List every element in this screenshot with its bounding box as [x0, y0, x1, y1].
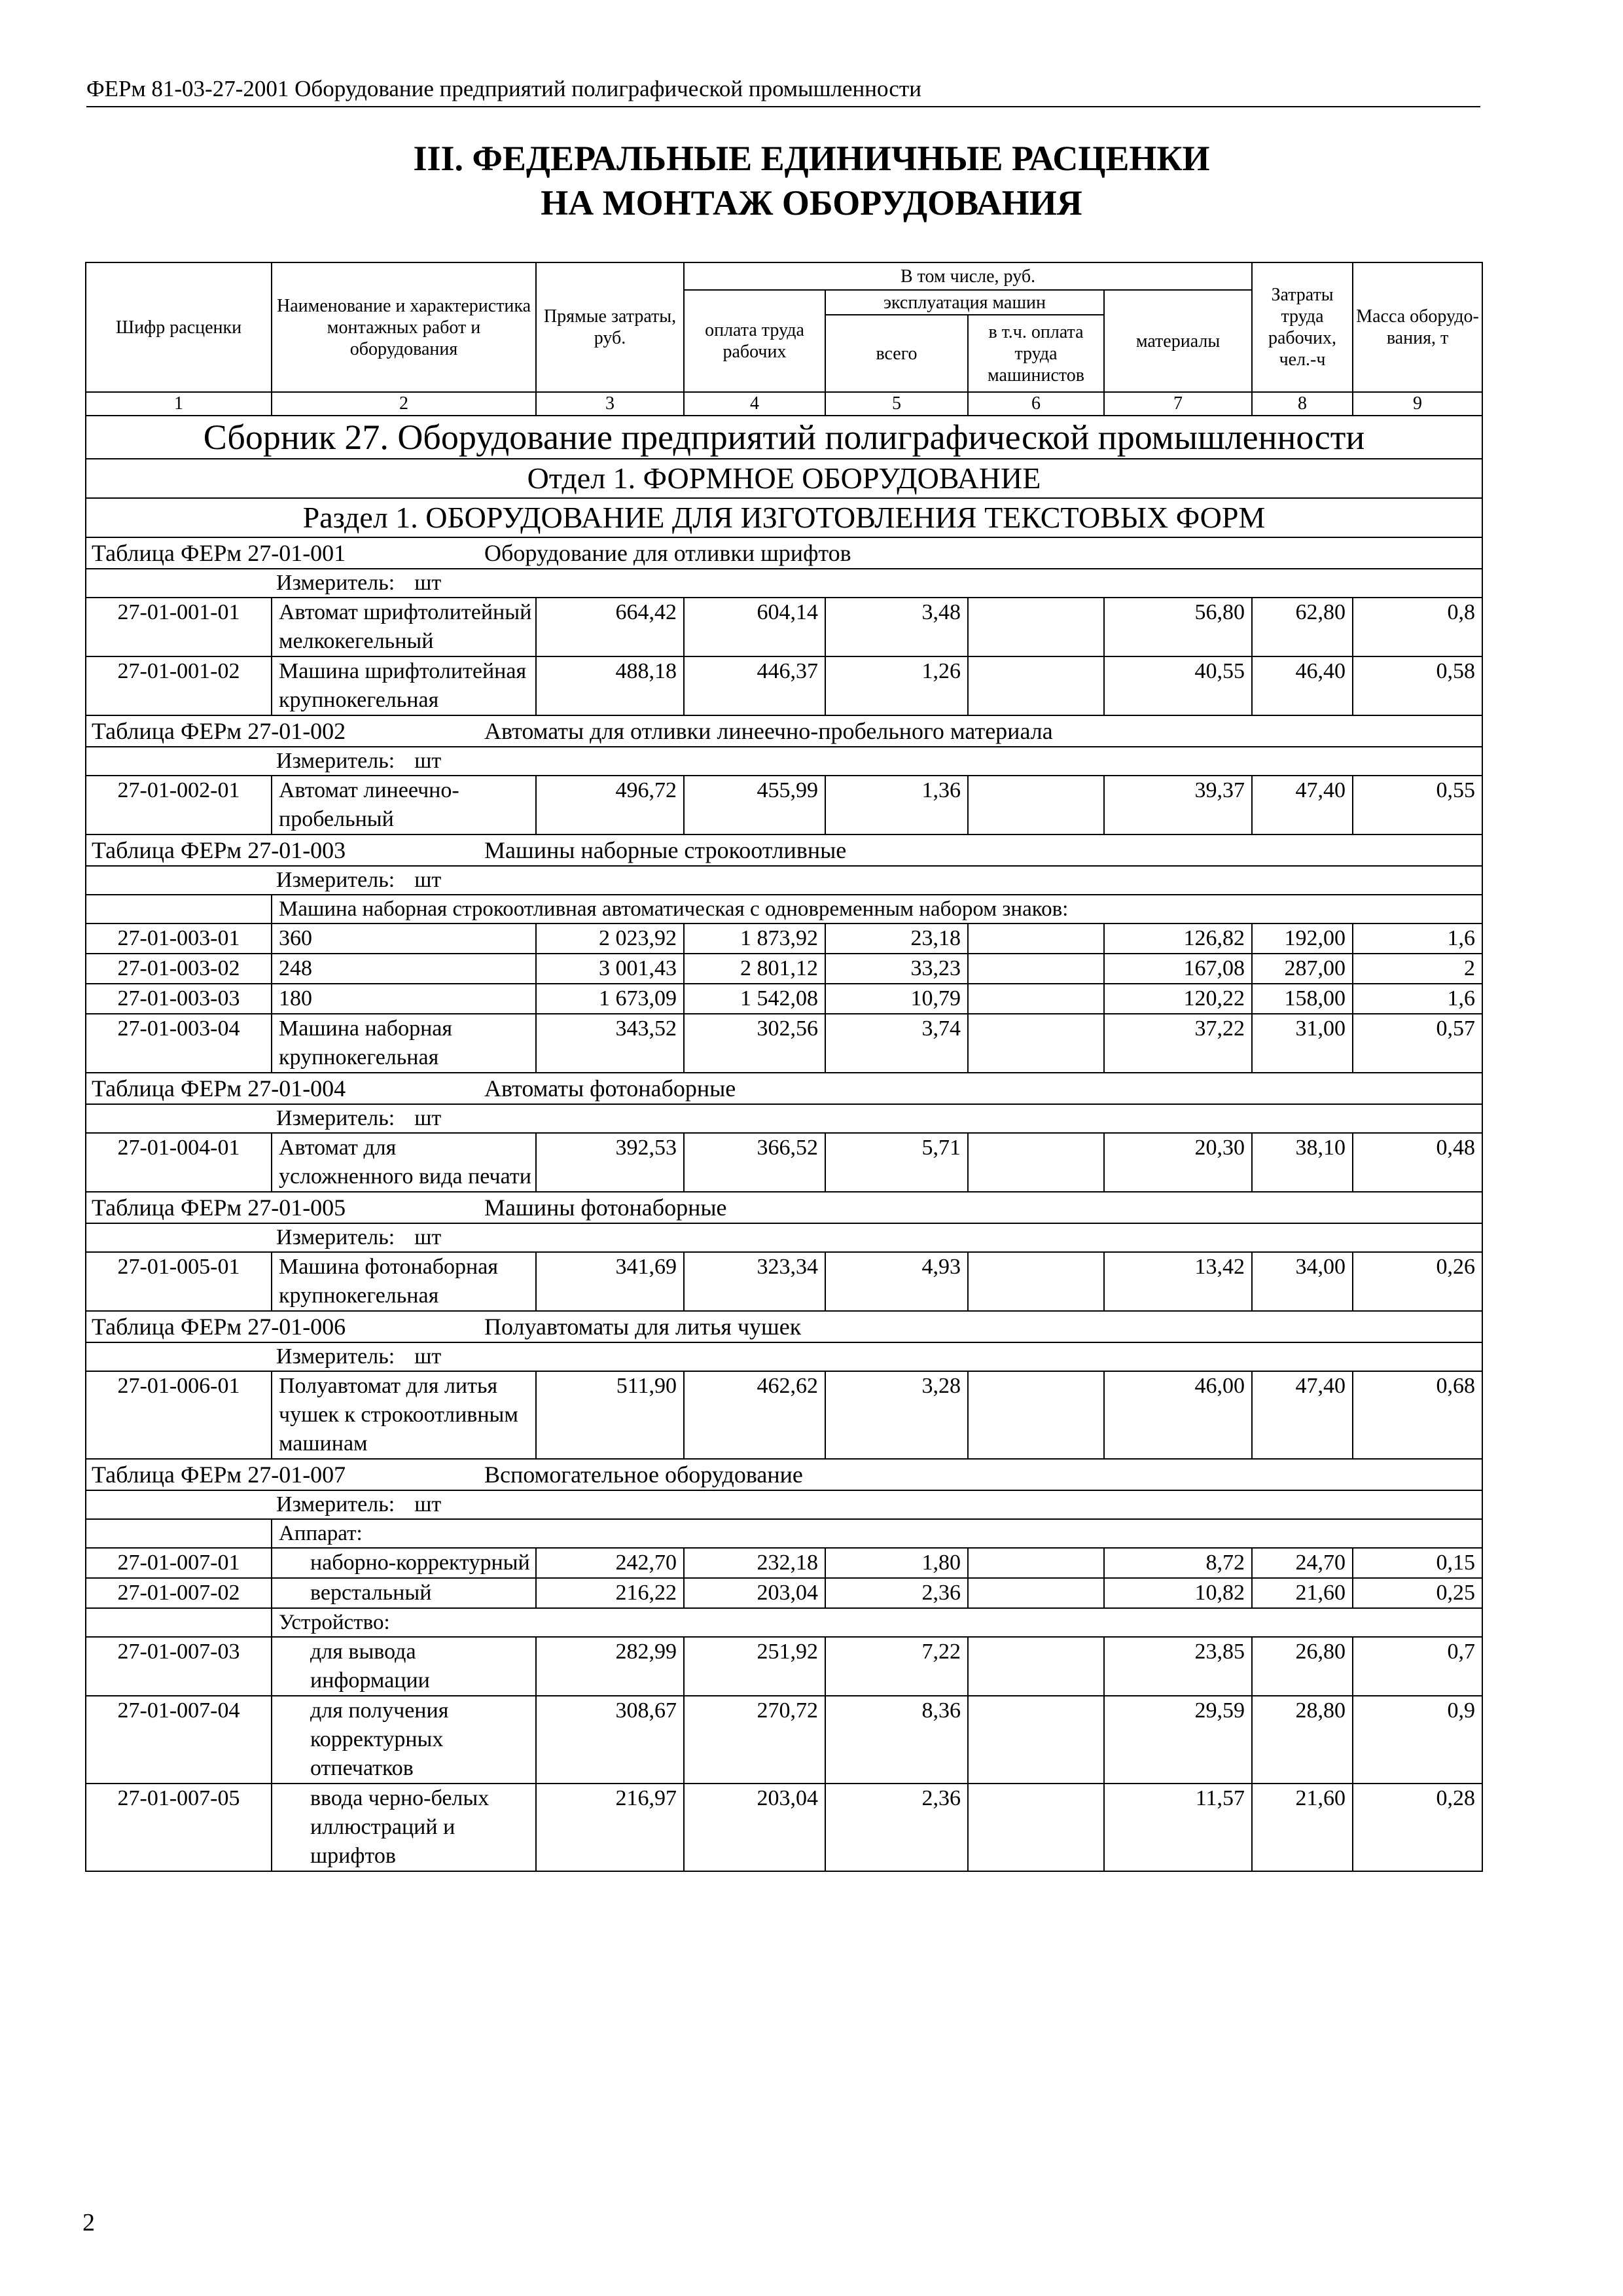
table-code: Таблица ФЕРм 27-01-003	[92, 837, 346, 863]
labor-pay: 1 873,92	[684, 924, 825, 954]
materials: 40,55	[1104, 656, 1252, 715]
table-code: Таблица ФЕРм 27-01-007	[92, 1462, 346, 1488]
machinists-pay	[968, 984, 1104, 1014]
equipment-mass: 0,15	[1353, 1548, 1482, 1578]
labor-costs: 21,60	[1252, 1784, 1353, 1871]
machinists-pay	[968, 656, 1104, 715]
measure-row	[86, 747, 1482, 776]
header-machines-total: всего	[825, 315, 968, 392]
column-number: 3	[536, 392, 684, 416]
collection-heading: Сборник 27. Оборудование предприятий полиграфической промышленности	[86, 416, 1482, 459]
measure-row	[86, 1104, 1482, 1133]
table-note: Машина наборная строкоотливная автоматическая с одновременным набором знаков:	[272, 895, 1482, 924]
machinists-pay	[968, 1784, 1104, 1871]
labor-costs: 31,00	[1252, 1014, 1353, 1073]
table-row	[86, 1696, 1482, 1784]
table-code: Таблица ФЕРм 27-01-005	[92, 1194, 346, 1221]
labor-costs: 158,00	[1252, 984, 1353, 1014]
materials: 39,37	[1104, 776, 1252, 834]
machinists-pay	[968, 598, 1104, 656]
table-title: Автоматы для отливки линеечно-пробельного материала	[484, 718, 1053, 744]
rates-table	[85, 262, 1483, 1872]
measure-row	[86, 569, 1482, 598]
direct-costs: 308,67	[536, 1696, 684, 1784]
machines-total: 7,22	[825, 1637, 968, 1696]
measure-row	[86, 1490, 1482, 1519]
measure-unit: шт	[414, 1492, 442, 1516]
machines-total: 23,18	[825, 924, 968, 954]
direct-costs: 1 673,09	[536, 984, 684, 1014]
machinists-pay	[968, 1548, 1104, 1578]
direct-costs: 216,22	[536, 1578, 684, 1608]
materials: 126,82	[1104, 924, 1252, 954]
labor-pay: 203,04	[684, 1784, 825, 1871]
rate-name: Автомат линеечно-пробельный	[272, 776, 536, 834]
rate-name: Машина фотонаборная крупнокегельная	[272, 1252, 536, 1311]
rate-code: 27-01-001-02	[86, 656, 272, 715]
direct-costs: 343,52	[536, 1014, 684, 1073]
direct-costs: 216,97	[536, 1784, 684, 1871]
labor-pay: 251,92	[684, 1637, 825, 1696]
machines-total: 10,79	[825, 984, 968, 1014]
machines-total: 33,23	[825, 954, 968, 984]
column-number: 8	[1252, 392, 1353, 416]
header-labor-pay: оплата труда рабочих	[684, 290, 825, 392]
machinists-pay	[968, 776, 1104, 834]
rate-code: 27-01-006-01	[86, 1371, 272, 1459]
header-labor-costs: Затраты труда рабочих, чел.-ч	[1252, 262, 1353, 392]
table-title: Оборудование для отливки шрифтов	[484, 540, 851, 566]
rate-code: 27-01-007-05	[86, 1784, 272, 1871]
table-heading	[86, 715, 1482, 747]
materials: 167,08	[1104, 954, 1252, 984]
rate-name: 248	[272, 954, 536, 984]
materials: 37,22	[1104, 1014, 1252, 1073]
machinists-pay	[968, 1014, 1104, 1073]
measure-label: Измеритель:	[276, 571, 395, 595]
table-row	[86, 776, 1482, 834]
measure-unit: шт	[414, 571, 442, 595]
machinists-pay	[968, 924, 1104, 954]
materials: 13,42	[1104, 1252, 1252, 1311]
direct-costs: 3 001,43	[536, 954, 684, 984]
measure-unit: шт	[414, 868, 442, 892]
equipment-mass: 0,25	[1353, 1578, 1482, 1608]
table-row	[86, 1252, 1482, 1311]
machinists-pay	[968, 1133, 1104, 1192]
machinists-pay	[968, 1371, 1104, 1459]
equipment-mass: 0,58	[1353, 656, 1482, 715]
page-title	[0, 136, 1623, 225]
rate-code: 27-01-007-01	[86, 1548, 272, 1578]
rate-name: наборно-корректурный	[272, 1548, 536, 1578]
table-title: Машины наборные строкоотливные	[484, 837, 847, 863]
direct-costs: 2 023,92	[536, 924, 684, 954]
labor-pay: 462,62	[684, 1371, 825, 1459]
materials: 23,85	[1104, 1637, 1252, 1696]
table-code: Таблица ФЕРм 27-01-001	[92, 540, 346, 566]
direct-costs: 496,72	[536, 776, 684, 834]
measure-unit: шт	[414, 1225, 442, 1249]
table-title: Машины фотонаборные	[484, 1194, 727, 1221]
rate-code: 27-01-002-01	[86, 776, 272, 834]
rate-name: Машина шрифтолитейная крупнокегельная	[272, 656, 536, 715]
machines-total: 2,36	[825, 1578, 968, 1608]
table-row	[86, 598, 1482, 656]
direct-costs: 664,42	[536, 598, 684, 656]
measure-row	[86, 1223, 1482, 1252]
measure-label: Измеритель:	[276, 868, 395, 892]
section-heading: Раздел 1. ОБОРУДОВАНИЕ ДЛЯ ИЗГОТОВЛЕНИЯ ТЕКСТОВЫХ ФОРМ	[86, 498, 1482, 537]
header-equipment-mass: Масса оборудо-вания, т	[1353, 262, 1482, 392]
labor-costs: 38,10	[1252, 1133, 1353, 1192]
table-row	[86, 1578, 1482, 1608]
table-heading	[86, 1459, 1482, 1490]
rate-name: 180	[272, 984, 536, 1014]
header-machinists-pay: в т.ч. оплата труда машинистов	[968, 315, 1104, 392]
rate-code: 27-01-003-02	[86, 954, 272, 984]
rate-name: Полуавтомат для литья чушек к строкоотливным машинам	[272, 1371, 536, 1459]
rate-code: 27-01-004-01	[86, 1133, 272, 1192]
labor-pay: 203,04	[684, 1578, 825, 1608]
materials: 29,59	[1104, 1696, 1252, 1784]
labor-pay: 455,99	[684, 776, 825, 834]
materials: 120,22	[1104, 984, 1252, 1014]
note-row-blank	[86, 895, 272, 924]
column-number: 9	[1353, 392, 1482, 416]
table-heading	[86, 537, 1482, 569]
labor-costs: 46,40	[1252, 656, 1353, 715]
labor-costs: 62,80	[1252, 598, 1353, 656]
table-title: Автоматы фотонаборные	[484, 1075, 736, 1102]
table-row	[86, 1637, 1482, 1696]
materials: 46,00	[1104, 1371, 1252, 1459]
machinists-pay	[968, 1637, 1104, 1696]
table-heading	[86, 834, 1482, 866]
machinists-pay	[968, 1578, 1104, 1608]
equipment-mass: 2	[1353, 954, 1482, 984]
table-row	[86, 924, 1482, 954]
direct-costs: 242,70	[536, 1548, 684, 1578]
labor-pay: 2 801,12	[684, 954, 825, 984]
machines-total: 3,48	[825, 598, 968, 656]
labor-pay: 1 542,08	[684, 984, 825, 1014]
rate-code: 27-01-003-03	[86, 984, 272, 1014]
labor-costs: 192,00	[1252, 924, 1353, 954]
machinists-pay	[968, 1696, 1104, 1784]
table-title: Вспомогательное оборудование	[484, 1462, 803, 1488]
materials: 10,82	[1104, 1578, 1252, 1608]
page-number: 2	[82, 2209, 95, 2236]
machines-total: 5,71	[825, 1133, 968, 1192]
direct-costs: 392,53	[536, 1133, 684, 1192]
rate-code: 27-01-005-01	[86, 1252, 272, 1311]
materials: 20,30	[1104, 1133, 1252, 1192]
equipment-mass: 1,6	[1353, 924, 1482, 954]
materials: 8,72	[1104, 1548, 1252, 1578]
machines-total: 2,36	[825, 1784, 968, 1871]
column-number: 2	[272, 392, 536, 416]
table-code: Таблица ФЕРм 27-01-006	[92, 1314, 346, 1340]
labor-pay: 366,52	[684, 1133, 825, 1192]
table-code: Таблица ФЕРм 27-01-004	[92, 1075, 346, 1102]
rate-code: 27-01-001-01	[86, 598, 272, 656]
table-row	[86, 656, 1482, 715]
labor-costs: 24,70	[1252, 1548, 1353, 1578]
table-row	[86, 1133, 1482, 1192]
header-direct-costs: Прямые затраты, руб.	[536, 262, 684, 392]
measure-label: Измеритель:	[276, 1106, 395, 1130]
machines-total: 1,36	[825, 776, 968, 834]
measure-unit: шт	[414, 1106, 442, 1130]
labor-costs: 34,00	[1252, 1252, 1353, 1311]
column-number: 6	[968, 392, 1104, 416]
header-code: Шифр расценки	[86, 262, 272, 392]
rate-name: Автомат шрифтолитейный мелкокегельный	[272, 598, 536, 656]
table-code: Таблица ФЕРм 27-01-002	[92, 718, 346, 744]
direct-costs: 282,99	[536, 1637, 684, 1696]
column-number: 7	[1104, 392, 1252, 416]
table-heading	[86, 1192, 1482, 1223]
measure-unit: шт	[414, 1344, 442, 1369]
labor-costs: 47,40	[1252, 1371, 1353, 1459]
equipment-mass: 0,55	[1353, 776, 1482, 834]
labor-pay: 232,18	[684, 1548, 825, 1578]
machines-total: 1,80	[825, 1548, 968, 1578]
rate-name: верстальный	[272, 1578, 536, 1608]
direct-costs: 488,18	[536, 656, 684, 715]
measure-label: Измеритель:	[276, 749, 395, 773]
labor-pay: 323,34	[684, 1252, 825, 1311]
labor-pay: 446,37	[684, 656, 825, 715]
table-row	[86, 1548, 1482, 1578]
table-row	[86, 1371, 1482, 1459]
table-heading	[86, 1311, 1482, 1342]
machines-total: 8,36	[825, 1696, 968, 1784]
rate-name: для получения корректурных отпечатков	[272, 1696, 536, 1784]
header-including: В том числе, руб.	[684, 262, 1252, 290]
column-number: 4	[684, 392, 825, 416]
equipment-mass: 0,57	[1353, 1014, 1482, 1073]
page-title-line-1: III. ФЕДЕРАЛЬНЫЕ ЕДИНИЧНЫЕ РАСЦЕНКИ	[413, 139, 1210, 178]
page-title-line-2: НА МОНТАЖ ОБОРУДОВАНИЯ	[541, 183, 1082, 223]
labor-pay: 270,72	[684, 1696, 825, 1784]
machinists-pay	[968, 1252, 1104, 1311]
column-numbers-row	[86, 392, 1482, 416]
group-label-blank	[86, 1519, 272, 1548]
equipment-mass: 0,26	[1353, 1252, 1482, 1311]
labor-costs: 26,80	[1252, 1637, 1353, 1696]
machines-total: 3,28	[825, 1371, 968, 1459]
direct-costs: 341,69	[536, 1252, 684, 1311]
measure-label: Измеритель:	[276, 1344, 395, 1369]
labor-pay: 302,56	[684, 1014, 825, 1073]
table-row	[86, 954, 1482, 984]
equipment-mass: 0,68	[1353, 1371, 1482, 1459]
equipment-mass: 0,8	[1353, 598, 1482, 656]
measure-row	[86, 1342, 1482, 1371]
table-heading	[86, 1073, 1482, 1104]
materials: 11,57	[1104, 1784, 1252, 1871]
rate-code: 27-01-003-04	[86, 1014, 272, 1073]
measure-row	[86, 866, 1482, 895]
equipment-mass: 1,6	[1353, 984, 1482, 1014]
labor-costs: 287,00	[1252, 954, 1353, 984]
rate-code: 27-01-003-01	[86, 924, 272, 954]
machines-total: 3,74	[825, 1014, 968, 1073]
equipment-mass: 0,28	[1353, 1784, 1482, 1871]
measure-unit: шт	[414, 749, 442, 773]
rate-name: для вывода информации	[272, 1637, 536, 1696]
measure-label: Измеритель:	[276, 1225, 395, 1249]
rate-code: 27-01-007-03	[86, 1637, 272, 1696]
department-heading: Отдел 1. ФОРМНОЕ ОБОРУДОВАНИЕ	[86, 459, 1482, 498]
labor-costs: 28,80	[1252, 1696, 1353, 1784]
labor-pay: 604,14	[684, 598, 825, 656]
rate-name: Машина наборная крупнокегельная	[272, 1014, 536, 1073]
rate-code: 27-01-007-04	[86, 1696, 272, 1784]
column-number: 5	[825, 392, 968, 416]
direct-costs: 511,90	[536, 1371, 684, 1459]
header-materials: материалы	[1104, 290, 1252, 392]
running-header: ФЕРм 81-03-27-2001 Оборудование предприятий полиграфической промышленности	[86, 73, 1480, 107]
rates-table-body	[86, 416, 1482, 1871]
machines-total: 4,93	[825, 1252, 968, 1311]
table-row	[86, 1784, 1482, 1871]
machines-total: 1,26	[825, 656, 968, 715]
rate-name: Автомат для усложненного вида печати	[272, 1133, 536, 1192]
group-label-blank	[86, 1608, 272, 1637]
equipment-mass: 0,7	[1353, 1637, 1482, 1696]
materials: 56,80	[1104, 598, 1252, 656]
rate-code: 27-01-007-02	[86, 1578, 272, 1608]
labor-costs: 21,60	[1252, 1578, 1353, 1608]
rate-name: 360	[272, 924, 536, 954]
equipment-mass: 0,48	[1353, 1133, 1482, 1192]
group-label: Устройство:	[272, 1608, 1482, 1637]
equipment-mass: 0,9	[1353, 1696, 1482, 1784]
group-label: Аппарат:	[272, 1519, 1482, 1548]
header-name: Наименование и характеристика монтажных работ и оборудования	[272, 262, 536, 392]
table-row	[86, 1014, 1482, 1073]
table-title: Полуавтоматы для литья чушек	[484, 1314, 802, 1340]
table-row	[86, 984, 1482, 1014]
column-number: 1	[86, 392, 272, 416]
header-machines: эксплуатация машин	[825, 290, 1104, 315]
rate-name: ввода черно-белых иллюстраций и шрифтов	[272, 1784, 536, 1871]
machinists-pay	[968, 954, 1104, 984]
labor-costs: 47,40	[1252, 776, 1353, 834]
measure-label: Измеритель:	[276, 1492, 395, 1516]
